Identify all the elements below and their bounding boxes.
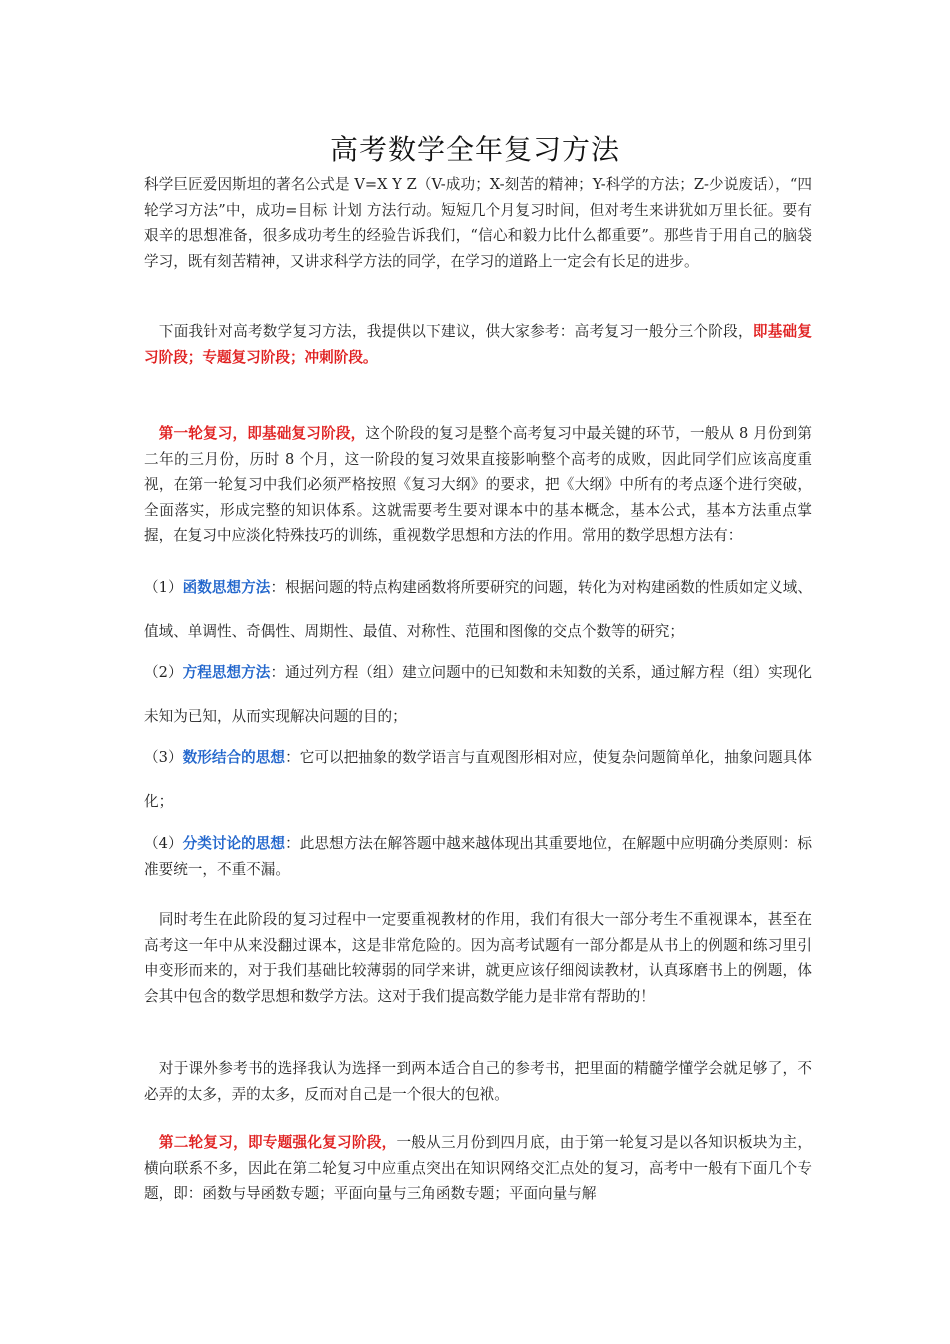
- method-name: 方程思想方法: [182, 664, 271, 681]
- method-text: ：根据问题的特点构建函数将所要研究的问题，转化为对构建函数的性质如定义域、值域、单调性、奇偶性、周期性、最值、对称性、范围和图像的交点个数等的研究；: [144, 579, 812, 640]
- method-1: [144, 566, 812, 654]
- textbook-paragraph: 同时考生在此阶段的复习过程中一定要重视教材的作用，我们有很大一部分考生不重视课本，甚至在高考这一年中从来没翻过课本，这是非常危险的。因为高考试题有一部分都是从书上的例题和练习里引申变形而来的，对于我们基础比较薄弱的同学来讲，就更应该仔细阅读教材，认真琢磨书上的例题，体会其中包含的数学思想和数学方法。这对于我们提高数学能力是非常有帮助的！: [144, 911, 812, 1005]
- suggestion-paragraph: [144, 319, 812, 370]
- round2-heading: 第二轮复习，即专题强化复习阶段，: [144, 1134, 397, 1151]
- method-name: 分类讨论的思想: [182, 835, 286, 852]
- round1-text: 这个阶段的复习是整个高考复习中最关键的环节，一般从 8 月份到第二年的三月份，历时 8 个月，这一阶段的复习效果直接影响整个高考的成败，因此同学们应该高度重视，在第一轮复习中我们必须严格按照《复习大纲》的要求，把《大纲》中所有的考点逐个进行突破，全面落实，形成完整的知识体系。这就需要考生要对课本中的基本概念，基本公式，基本方法重点掌握，在复习中应淡化特殊技巧的训练，重视数学思想和方法的作用。常用的数学思想方法有：: [144, 425, 812, 544]
- method-prefix: （1）: [144, 579, 183, 596]
- method-2: [144, 651, 812, 739]
- stages-highlight: 即基础复习阶段；专题复习阶段；冲刺阶段。: [144, 323, 812, 366]
- round2-text: 一般从三月份到四月底，由于第一轮复习是以各知识板块为主，横向联系不多，因此在第二轮复习中应重点突出在知识网络交汇点处的复习，高考中一般有下面几个专题，即：函数与导函数专题；平面向量与三角函数专题；平面向量与解: [144, 1134, 812, 1202]
- method-name: 函数思想方法: [182, 579, 271, 596]
- document-title: 高考数学全年复习方法: [329, 133, 620, 166]
- method-prefix: （4）: [144, 835, 183, 852]
- reference-paragraph: 对于课外参考书的选择我认为选择一到两本适合自己的参考书，把里面的精髓学懂学会就足够了，不必弄的太多，弄的太多，反而对自己是一个很大的包袱。: [144, 1060, 812, 1103]
- round2-paragraph: [144, 1130, 812, 1207]
- method-text: ：通过列方程（组）建立问题中的已知数和未知数的关系，通过解方程（组）实现化未知为已知，从而实现解决问题的目的；: [144, 664, 812, 725]
- method-prefix: （3）: [144, 749, 183, 766]
- intro-paragraph: 科学巨匠爱因斯坦的著名公式是 V=X Y Z（V-成功；X-刻苦的精神；Y-科学的方法；Z-少说废话），“四轮学习方法”中，成功=目标 计划 方法行动。短短几个月复习时间，但对考生来讲犹如万里长征。要有艰辛的思想准备，很多成功考生的经验告诉我们，“信心和毅力比什么都重要”。那些肯于用自己的脑袋学习，既有刻苦精神，又讲求科学方法的同学，在学习的道路上一定会有长足的进步。: [144, 176, 812, 270]
- method-prefix: （2）: [144, 664, 183, 681]
- method-name: 数形结合的思想: [182, 749, 286, 766]
- method-3: [144, 736, 812, 824]
- round1-paragraph: [144, 421, 812, 549]
- method-4: [144, 831, 812, 882]
- round1-heading: 第一轮复习，即基础复习阶段，: [144, 425, 366, 442]
- suggestion-text: 下面我针对高考数学复习方法，我提供以下建议，供大家参考：高考复习一般分三个阶段，: [144, 323, 753, 340]
- method-text: ：它可以把抽象的数学语言与直观图形相对应，使复杂问题简单化，抽象问题具体化；: [144, 749, 812, 810]
- method-text: ：此思想方法在解答题中越来越体现出其重要地位，在解题中应明确分类原则：标准要统一，不重不漏。: [144, 835, 812, 878]
